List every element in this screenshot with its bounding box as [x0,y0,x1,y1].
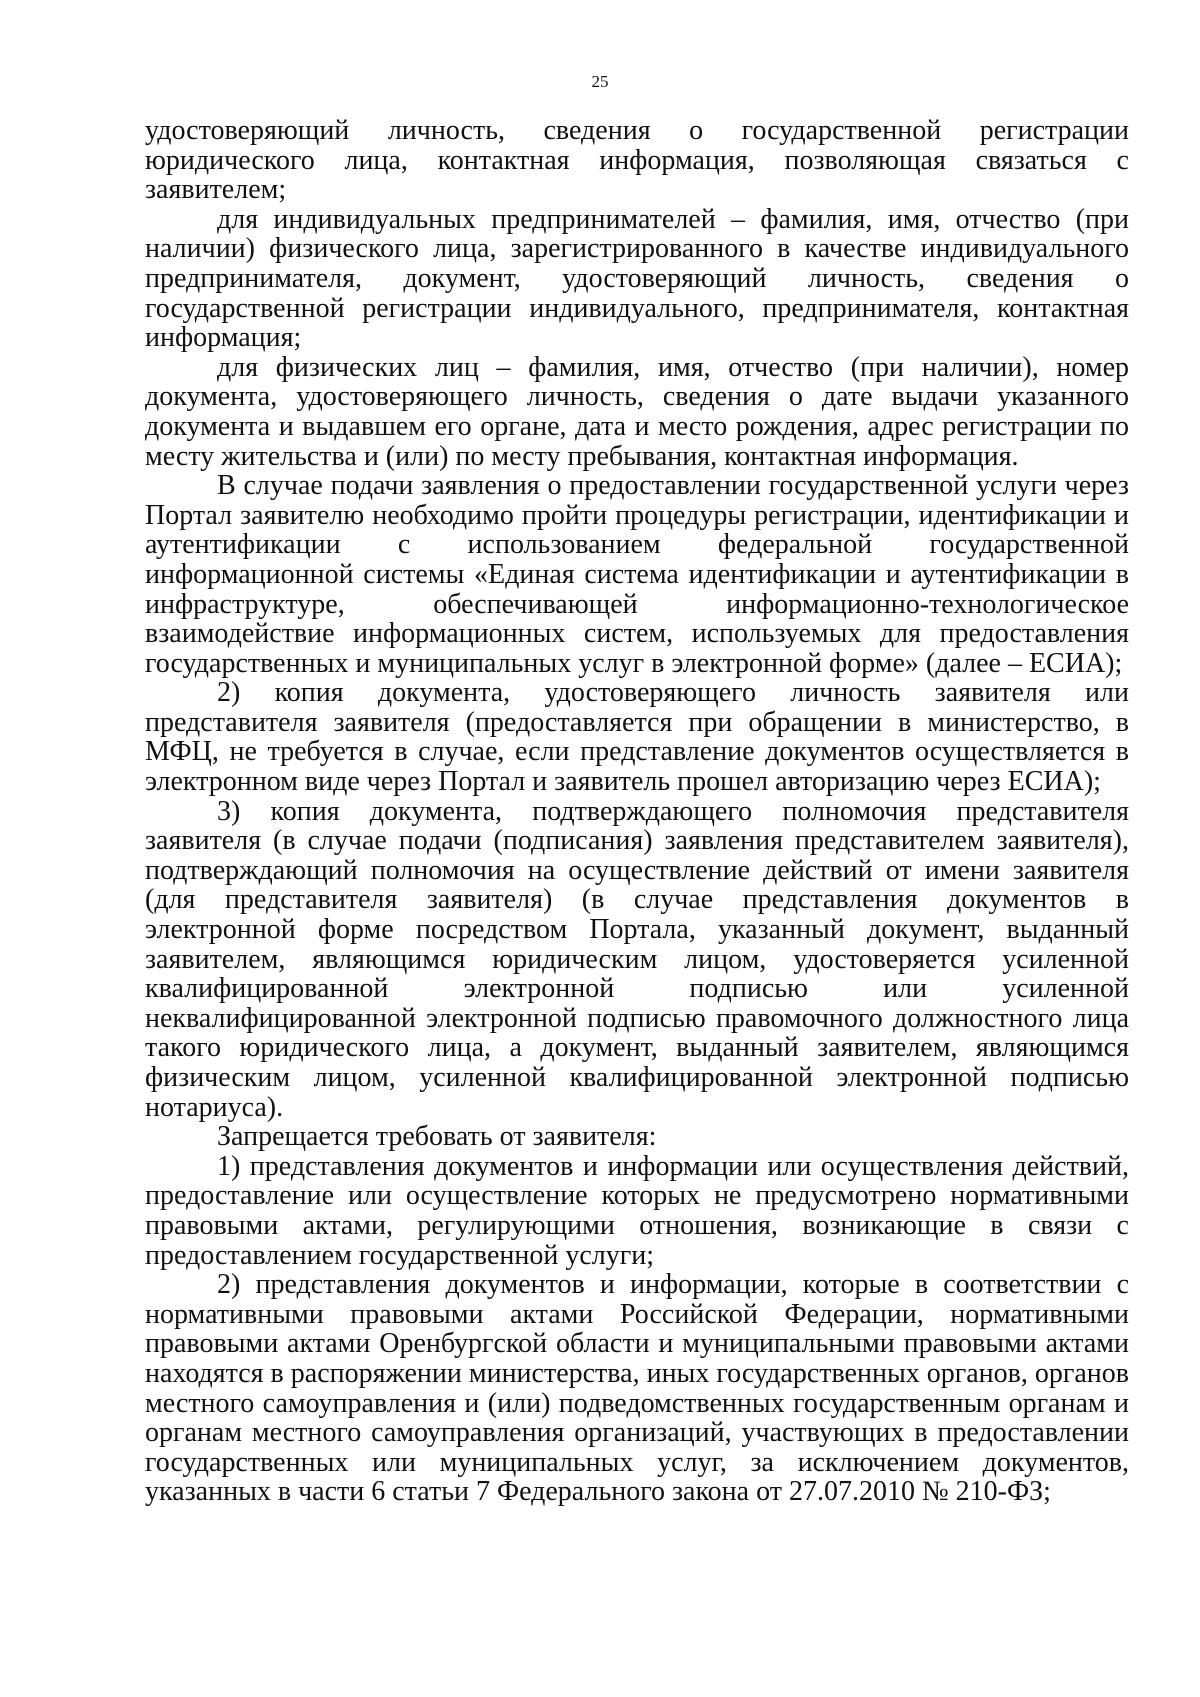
document-body [145,116,1129,1507]
paragraph: 2) копия документа, удостоверяющего личность заявителя или представителя заявителя (предоставляется при обращении в министерство, в МФЦ, не требуется в случае, если представление документов осуществляется в электронном виде через Портал и заявитель прошел авторизацию через ЕСИА); [145,677,1129,798]
paragraph: 2) представления документов и информации, которые в соответствии с нормативными правовыми актами Российской Федерации, нормативными правовыми актами Оренбургской области и муниципальными правовыми актами находятся в распоряжении министерства, иных государственных органов, органов местного самоуправления и (или) подведомственных государственным органам и органам местного самоуправления организаций, участвующих в предоставлении государственных или муниципальных услуг, за исключением документов, указанных в части 6 статьи 7 Федерального закона от 27.07.2010 № 210-ФЗ; [145,1269,1129,1508]
paragraph: В случае подачи заявления о предоставлении государственной услуги через Портал заявителю необходимо пройти процедуры регистрации, идентификации и аутентификации с использованием федеральной государственной информационной системы «Единая система идентификации и аутентификации в инфраструктуре, обеспечивающей информационно-технологическое взаимодействие информационных систем, используемых для предоставления государственных и муниципальных услуг в электронной форме» (далее – ЕСИА); [145,470,1129,679]
page-number: 25 [591,72,609,91]
paragraph: для физических лиц – фамилия, имя, отчество (при наличии), номер документа, удостоверяющего личность, сведения о дате выдачи указанного документа и выдавшем его органе, дата и место рождения, адрес регистрации по месту жительства и (или) по месту пребывания, контактная информация. [145,351,1129,472]
paragraph: для индивидуальных предпринимателей – фамилия, имя, отчество (при наличии) физического лица, зарегистрированного в качестве индивидуального предпринимателя, документ, удостоверяющий личность, сведения о государственной регистрации индивидуального, предпринимателя, контактная информация; [145,203,1129,354]
paragraph: Запрещается требовать от заявителя: [217,1121,657,1153]
paragraph: удостоверяющий личность, сведения о государственной регистрации юридического лица, контактная информация, позволяющая связаться с заявителем; [145,115,1129,206]
paragraph: 3) копия документа, подтверждающего полномочия представителя заявителя (в случае подачи (подписания) заявления представителем заявителя), подтверждающий полномочия на осуществление действий от имени заявителя (для представителя заявителя) (в случае представления документов в электронной форме посредством Портала, указанный документ, выданный заявителем, являющимся юридическим лицом, удостоверяется усиленной квалифицированной электронной подписью или усиленной неквалифицированной электронной подписью правомочного должностного лица такого юридического лица, а документ, выданный заявителем, являющимся физическим лицом, усиленной квалифицированной электронной подписью нотариуса). [145,795,1129,1123]
paragraph: 1) представления документов и информации или осуществления действий, предоставление или осуществление которых не предусмотрено нормативными правовыми актами, регулирующими отношения, возникающие в связи с предоставлением государственной услуги; [145,1150,1129,1271]
